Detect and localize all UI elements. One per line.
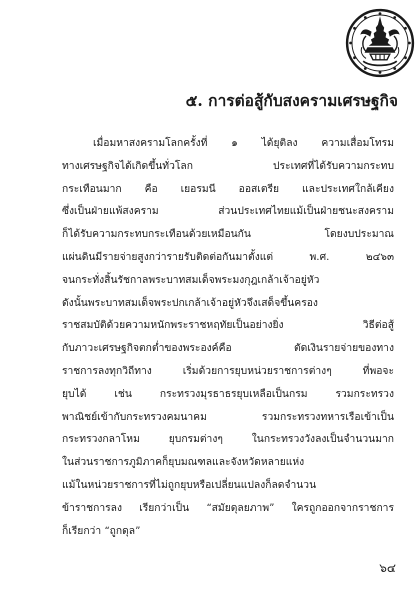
- page-number: ๖๔: [379, 561, 396, 575]
- body-line: แผ่นดินมีรายจ่ายสูงกว่ารายรับติดต่อกันมาตั้งแต่ พ.ศ. ๒๔๖๓: [62, 250, 394, 263]
- body-line: กระเทือนมาก คือ เยอรมนี ออสเตรีย และประเทศใกล้เคียง: [62, 182, 394, 195]
- body-line: ข้าราชการลง เรียกว่าเป็น “สมัยดุลยภาพ” ใครถูกออกจากราชการ: [62, 501, 394, 514]
- royal-seal-icon: [345, 8, 415, 78]
- body-line: ซึ่งเป็นฝ่ายแพ้สงคราม ส่วนประเทศไทยแม้เป็นฝ่ายชนะสงคราม: [62, 205, 394, 218]
- body-line: ก็ได้รับความกระทบกระเทือนด้วยเหมือนกัน โดยงบประมาณ: [62, 228, 394, 241]
- body-line: ราชสมบัติด้วยความหนักพระราชหฤทัยเป็นอย่างยิ่ง วิธีต่อสู้: [62, 319, 394, 332]
- body-line: แม้ในหน่วยราชการที่ไม่ถูกยุบหรือเปลี่ยนแปลงก็ลดจำนวน: [62, 478, 317, 491]
- royal-seal-emblem: [345, 8, 415, 78]
- body-line: พาณิชย์เข้ากับกระทรวงคมนาคม รวมกระทรวงทหารเรือเข้าเป็น: [62, 410, 394, 423]
- body-line: เมื่อมหาสงครามโลกครั้งที่ ๑ ได้ยุติลง ความเสื่อมโทรม: [93, 137, 394, 149]
- body-text: [62, 132, 394, 542]
- body-line: ราชการลงทุกวิถีทาง เริ่มด้วยการยุบหน่วยราชการต่างๆ ที่พอจะ: [62, 364, 394, 377]
- body-line: ทางเศรษฐกิจได้เกิดขึ้นทั่วโลก ประเทศที่ได้รับความกระทบ: [62, 159, 394, 172]
- body-line: ในส่วนราชการภูมิภาคก็ยุบมณฑลและจังหวัดหลายแห่ง: [62, 456, 305, 469]
- body-line: กับภาวะเศรษฐกิจตกต่ำของพระองค์คือ ตัดเงินรายจ่ายของทาง: [62, 342, 394, 355]
- body-line: ก็เรียกว่า “ถูกดุล”: [62, 524, 141, 537]
- chapter-heading: ๕. การต่อสู้กับสงครามเศรษฐกิจ: [185, 91, 398, 110]
- body-line: จนกระทั่งสิ้นรัชกาลพระบาทสมเด็จพระมงกุฎเกล้าเจ้าอยู่หัว: [62, 273, 320, 286]
- body-line: ยุบได้ เช่น กระทรวงมุรธาธรยุบเหลือเป็นกรม รวมกระทรวง: [62, 387, 394, 400]
- body-line: กระทรวงกลาโหม ยุบกรมต่างๆ ในกระทรวงวังลงเป็นจำนวนมาก: [62, 433, 394, 446]
- body-line: ดังนั้นพระบาทสมเด็จพระปกเกล้าเจ้าอยู่หัวจึงเสด็จขึ้นครอง: [62, 296, 318, 309]
